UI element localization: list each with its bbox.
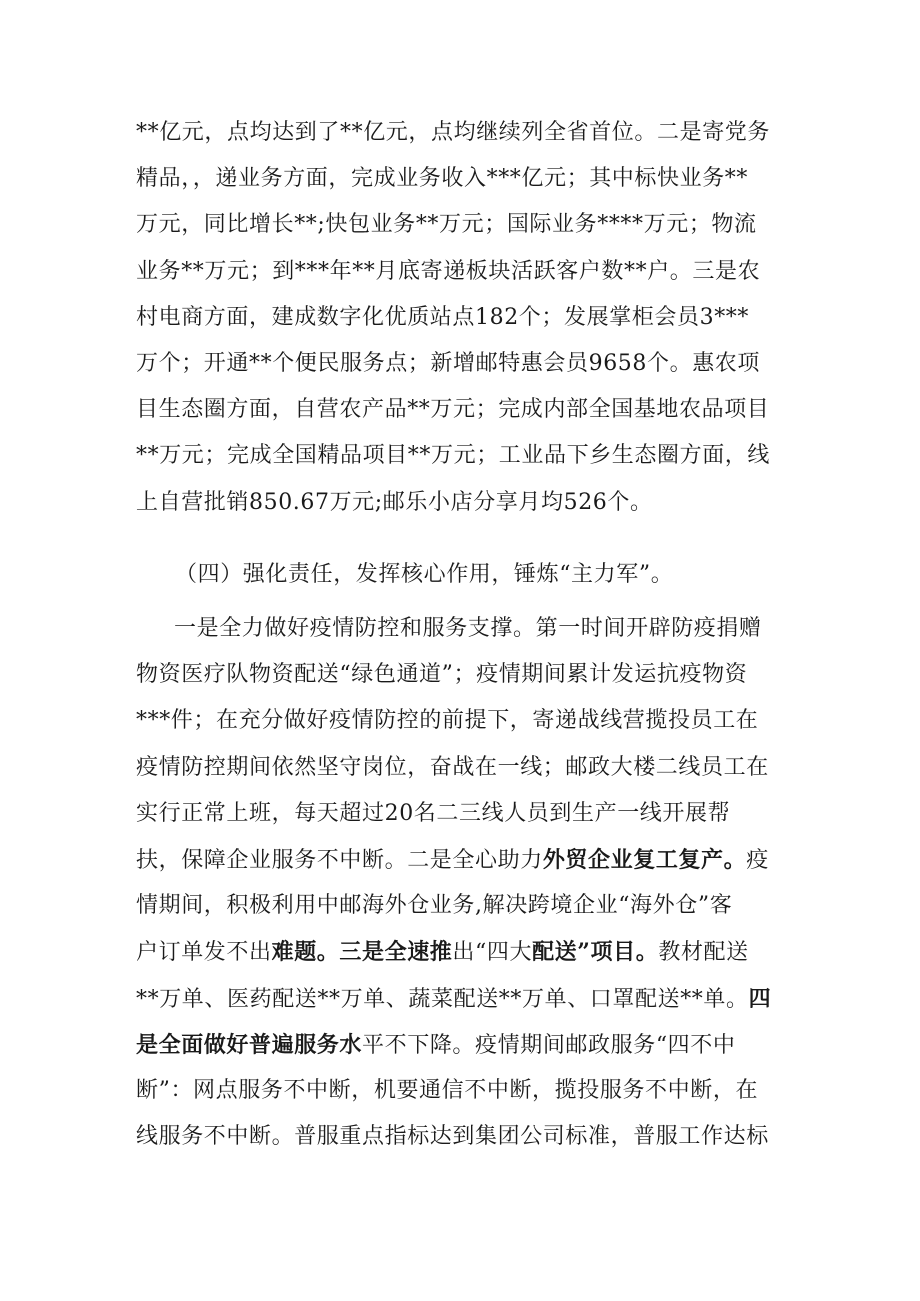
text-line: 村电商方面，建成数字化优质站点182个；发展掌柜会员3*** bbox=[136, 304, 749, 330]
text-line: 情期间，积极利用中邮海外仓业务,解决跨境企业“海外仓”客 bbox=[136, 893, 733, 919]
paragraph-epidemic-response bbox=[136, 606, 786, 1160]
text-line: 业务**万元；到***年**月底寄递板块活跃客户数**户。三是农 bbox=[136, 258, 761, 284]
text-line: 上自营批销850.67万元;邮乐小店分享月均526个。 bbox=[136, 489, 653, 515]
text-run: 户订单发不出 bbox=[136, 940, 272, 966]
text-line bbox=[136, 1022, 786, 1068]
text-run: **万单、医药配送**万单、蔬菜配送**万单、口罩配送**单。 bbox=[136, 986, 749, 1012]
paragraph-achievements bbox=[136, 110, 786, 526]
text-line: 疫情防控期间依然坚守岗位，奋战在一线；邮政大楼二线员工在 bbox=[136, 754, 769, 780]
text-line: 断”：网点服务不中断，机要通信不中断，揽投服务不中断，在 bbox=[136, 1077, 759, 1103]
text-run: 扶，保障企业服务不中断。二是全心助力 bbox=[136, 847, 543, 873]
bold-run: 是全面做好普遍服务水 bbox=[136, 1031, 363, 1058]
text-line: 实行正常上班，每天超过20名二三线人员到生产一线开展帮 bbox=[136, 800, 731, 826]
text-line: 物资医疗队物资配送“绿色通道”；疫情期间累计发运抗疫物资 bbox=[136, 662, 748, 688]
text-line bbox=[136, 976, 786, 1022]
text-line: 一是全力做好疫情防控和服务支撑。第一时间开辟防疫捐赠 bbox=[174, 616, 762, 641]
text-line: 万元，同比增长**;快包业务**万元；国际业务****万元；物流 bbox=[136, 212, 757, 238]
text-line: 线服务不中断。普服重点指标达到集团公司标准，普服工作达标 bbox=[136, 1124, 769, 1150]
text-line bbox=[136, 837, 786, 883]
bold-run: 配送”项目。 bbox=[532, 939, 659, 966]
text-line: **亿元，点均达到了**亿元，点均继续列全省首位。二是寄党务 bbox=[136, 120, 771, 145]
text-line: 精品，，递业务方面，完成业务收入***亿元；其中标快业务** bbox=[136, 166, 749, 192]
text-line: 目生态圈方面，自营农产品**万元；完成内部全国基地农品项目 bbox=[136, 397, 770, 423]
text-run: 出“四大 bbox=[452, 940, 533, 966]
text-run: 教材配送 bbox=[658, 940, 749, 966]
section-heading bbox=[175, 552, 795, 598]
text-line: 万个；开通**个便民服务点；新增邮特惠会员9658个。惠农项 bbox=[136, 350, 760, 376]
text-line: **万元；完成全国精品项目**万元；工业品下乡生态圈方面，线 bbox=[136, 443, 771, 469]
bold-run: 外贸企业复工复产。 bbox=[542, 846, 747, 873]
bold-run: 难题。三是全速推 bbox=[271, 939, 453, 966]
text-run: 疫 bbox=[746, 847, 769, 873]
section-heading-text: （四）强化责任，发挥核心作用，锤炼“主力军”。 bbox=[175, 562, 674, 587]
text-run: 平不下降。疫情期间邮政服务“四不中 bbox=[362, 1032, 736, 1058]
bold-run: 四 bbox=[748, 985, 772, 1012]
text-line: ***件；在充分做好疫情防控的前提下，寄递战线营揽投员工在 bbox=[136, 708, 759, 734]
text-line bbox=[136, 929, 786, 975]
